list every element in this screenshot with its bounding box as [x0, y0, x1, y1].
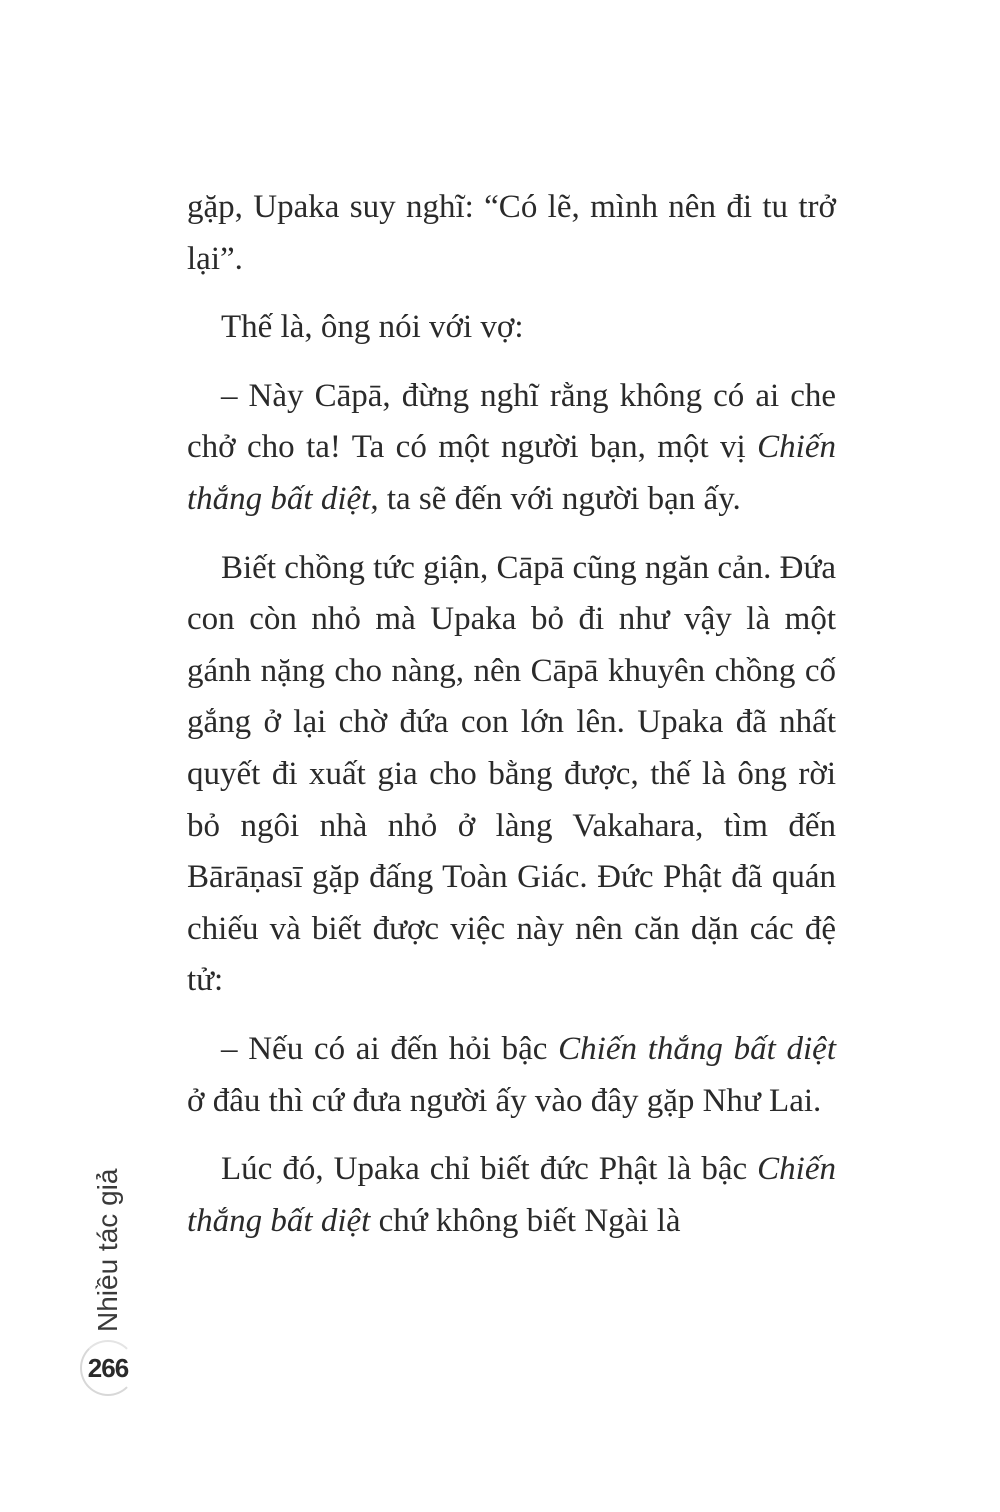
running-header-author — [88, 1152, 128, 1332]
page-number-badge — [80, 1340, 136, 1396]
text-run: Lúc đó, Upaka chỉ biết đức Phật là bậc — [221, 1151, 758, 1188]
text-run: ở đâu thì cứ đưa người ấy vào đây gặp Như Lai. — [187, 1082, 822, 1119]
paragraph — [187, 371, 836, 526]
text-run: chứ không biết Ngài là — [370, 1202, 681, 1239]
text-run: – Nếu có ai đến hỏi bậc — [221, 1030, 559, 1067]
text-run: – Này Cāpā, đừng nghĩ rằng không có ai che chở cho ta! Ta có một người bạn, một vị — [187, 377, 836, 466]
paragraph — [187, 1024, 836, 1127]
italic-term: Chiến thắng bất diệt — [187, 1151, 836, 1239]
paragraph: Thế là, ông nói với vợ: — [221, 309, 524, 346]
page-number: 266 — [87, 1353, 129, 1383]
paragraph — [187, 1144, 836, 1247]
paragraph: gặp, Upaka suy nghĩ: “Có lẽ, mình nên đi tu trở lại”. — [187, 189, 836, 277]
body-text — [187, 182, 836, 1264]
author-label: Nhiều tác giả — [92, 1168, 123, 1332]
paragraph: Biết chồng tức giận, Cāpā cũng ngăn cản. Đứa con còn nhỏ mà Upaka bỏ đi như vậy là một gánh nặng cho nàng, nên Cāpā khuyên chồng cố gắng ở lại chờ đứa con lớn lên. Upaka đã nhất quyết đi xuất gia cho bằng được, thế là ông rời bỏ ngôi nhà nhỏ ở làng Vakahara, tìm đến Bārāṇasī gặp đấng Toàn Giác. Đức Phật đã quán chiếu và biết được việc này nên căn dặn các đệ tử: — [187, 549, 836, 999]
italic-term: Chiến thắng bất diệt — [558, 1030, 836, 1067]
italic-term: Chiến thắng bất diệt — [187, 429, 836, 517]
text-run: , ta sẽ đến với người bạn ấy. — [370, 480, 741, 517]
